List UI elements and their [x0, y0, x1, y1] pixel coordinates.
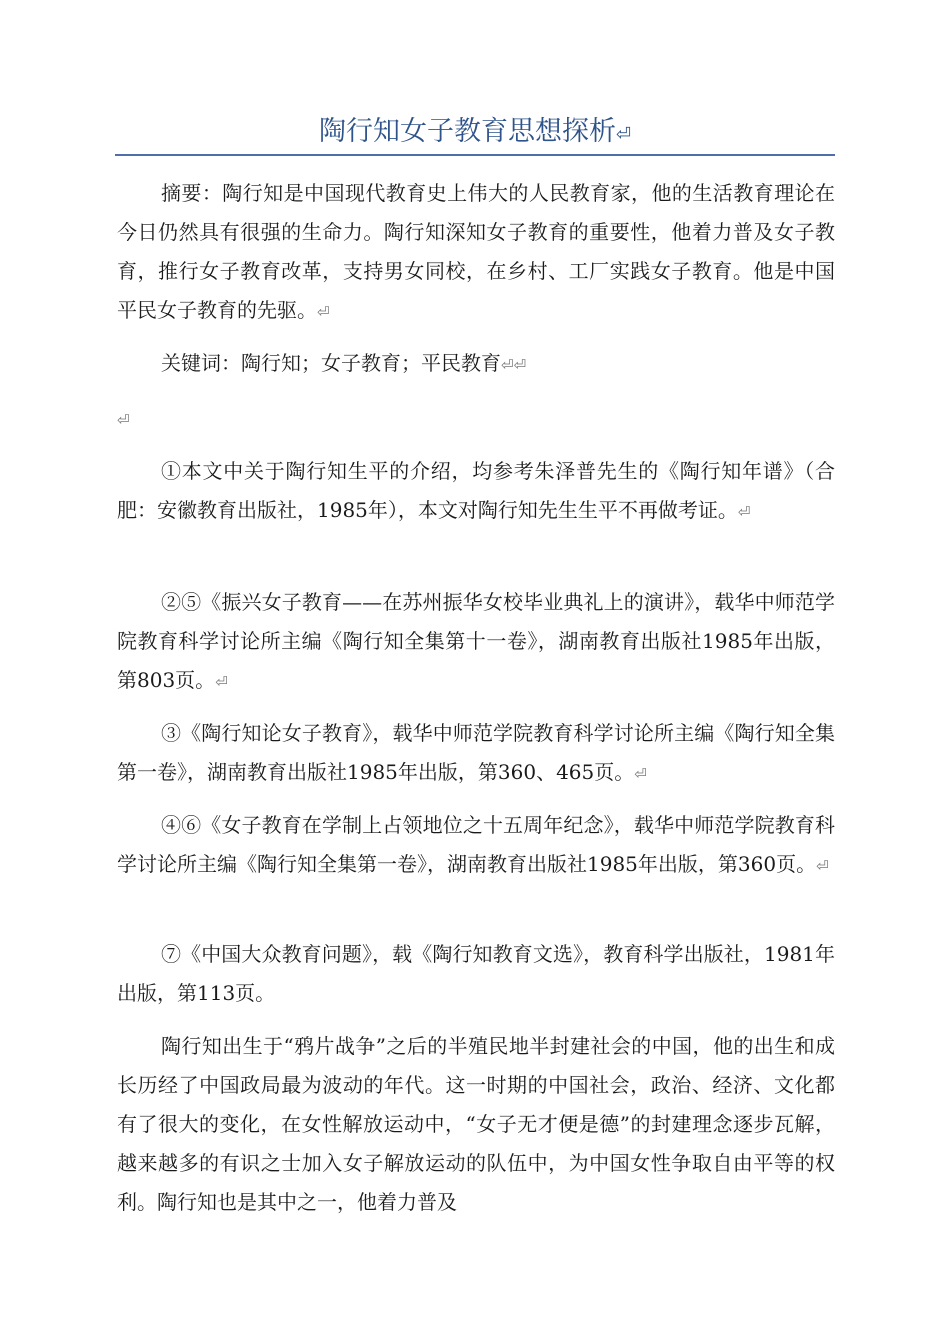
abstract-paragraph: [117, 174, 835, 332]
footnote-4-6: [117, 806, 835, 886]
footnote-text: ④⑥《女子教育在学制上占领地位之十五周年纪念》，载华中师范学院教育科学讨论所主编《陶行知全集第一卷》，湖南教育出版社1985年出版，第360页。: [117, 813, 835, 876]
body-paragraph: [117, 1027, 835, 1222]
paragraph-mark-icon: ⏎: [317, 303, 330, 321]
paragraph-mark-icon: ⏎: [737, 503, 751, 521]
footnote-text: ⑦《中国大众教育问题》，载《陶行知教育文选》，教育科学出版社，1981年出版，第113页。: [117, 942, 835, 1005]
paragraph-mark-icon: ⏎: [117, 411, 130, 429]
keywords-text: 关键词：陶行知；女子教育；平民教育: [161, 351, 501, 375]
footnote-3: [117, 714, 835, 794]
footnote-7: [117, 935, 835, 1013]
keywords-paragraph: [117, 344, 835, 385]
empty-paragraph: [117, 399, 835, 440]
footnote-1: [117, 452, 835, 532]
abstract-text: 摘要：陶行知是中国现代教育史上伟大的人民教育家，他的生活教育理论在今日仍然具有很强的生命力。陶行知深知女子教育的重要性，他着力普及女子教育，推行女子教育改革，支持男女同校，在乡村、工厂实践女子教育。他是中国平民女子教育的先驱。: [117, 181, 835, 322]
paragraph-mark-icon: ⏎: [615, 124, 632, 145]
paragraph-mark-icon: ⏎: [816, 857, 829, 875]
footnote-2-5: [117, 583, 835, 702]
paragraph-mark-icon: ⏎: [634, 765, 647, 783]
footnote-text: ①本文中关于陶行知生平的介绍，均参考朱泽普先生的《陶行知年谱》（合肥：安徽教育出版社，1985年），本文对陶行知先生生平不再做考证。: [117, 459, 835, 522]
footnote-text: ③《陶行知论女子教育》，载华中师范学院教育科学讨论所主编《陶行知全集第一卷》，湖南教育出版社1985年出版，第360、465页。: [117, 721, 835, 784]
title-text: 陶行知女子教育思想探析: [318, 116, 616, 147]
paragraph-mark-icon: ⏎: [215, 673, 228, 691]
document-title: [115, 110, 835, 156]
footnote-text: ②⑤《振兴女子教育——在苏州振华女校毕业典礼上的演讲》，载华中师范学院教育科学讨论所主编《陶行知全集第十一卷》，湖南教育出版社1985年出版，第803页。: [117, 590, 835, 692]
paragraph-mark-icon: ⏎⏎: [501, 356, 527, 374]
body-text: 陶行知出生于“鸦片战争”之后的半殖民地半封建社会的中国，他的出生和成长历经了中国政局最为波动的年代。这一时期的中国社会，政治、经济、文化都有了很大的变化，在女性解放运动中，“女子无才便是德”的封建理念逐步瓦解，越来越多的有识之士加入女子解放运动的队伍中，为中国女性争取自由平等的权利。陶行知也是其中之一，他着力普及: [117, 1034, 835, 1214]
